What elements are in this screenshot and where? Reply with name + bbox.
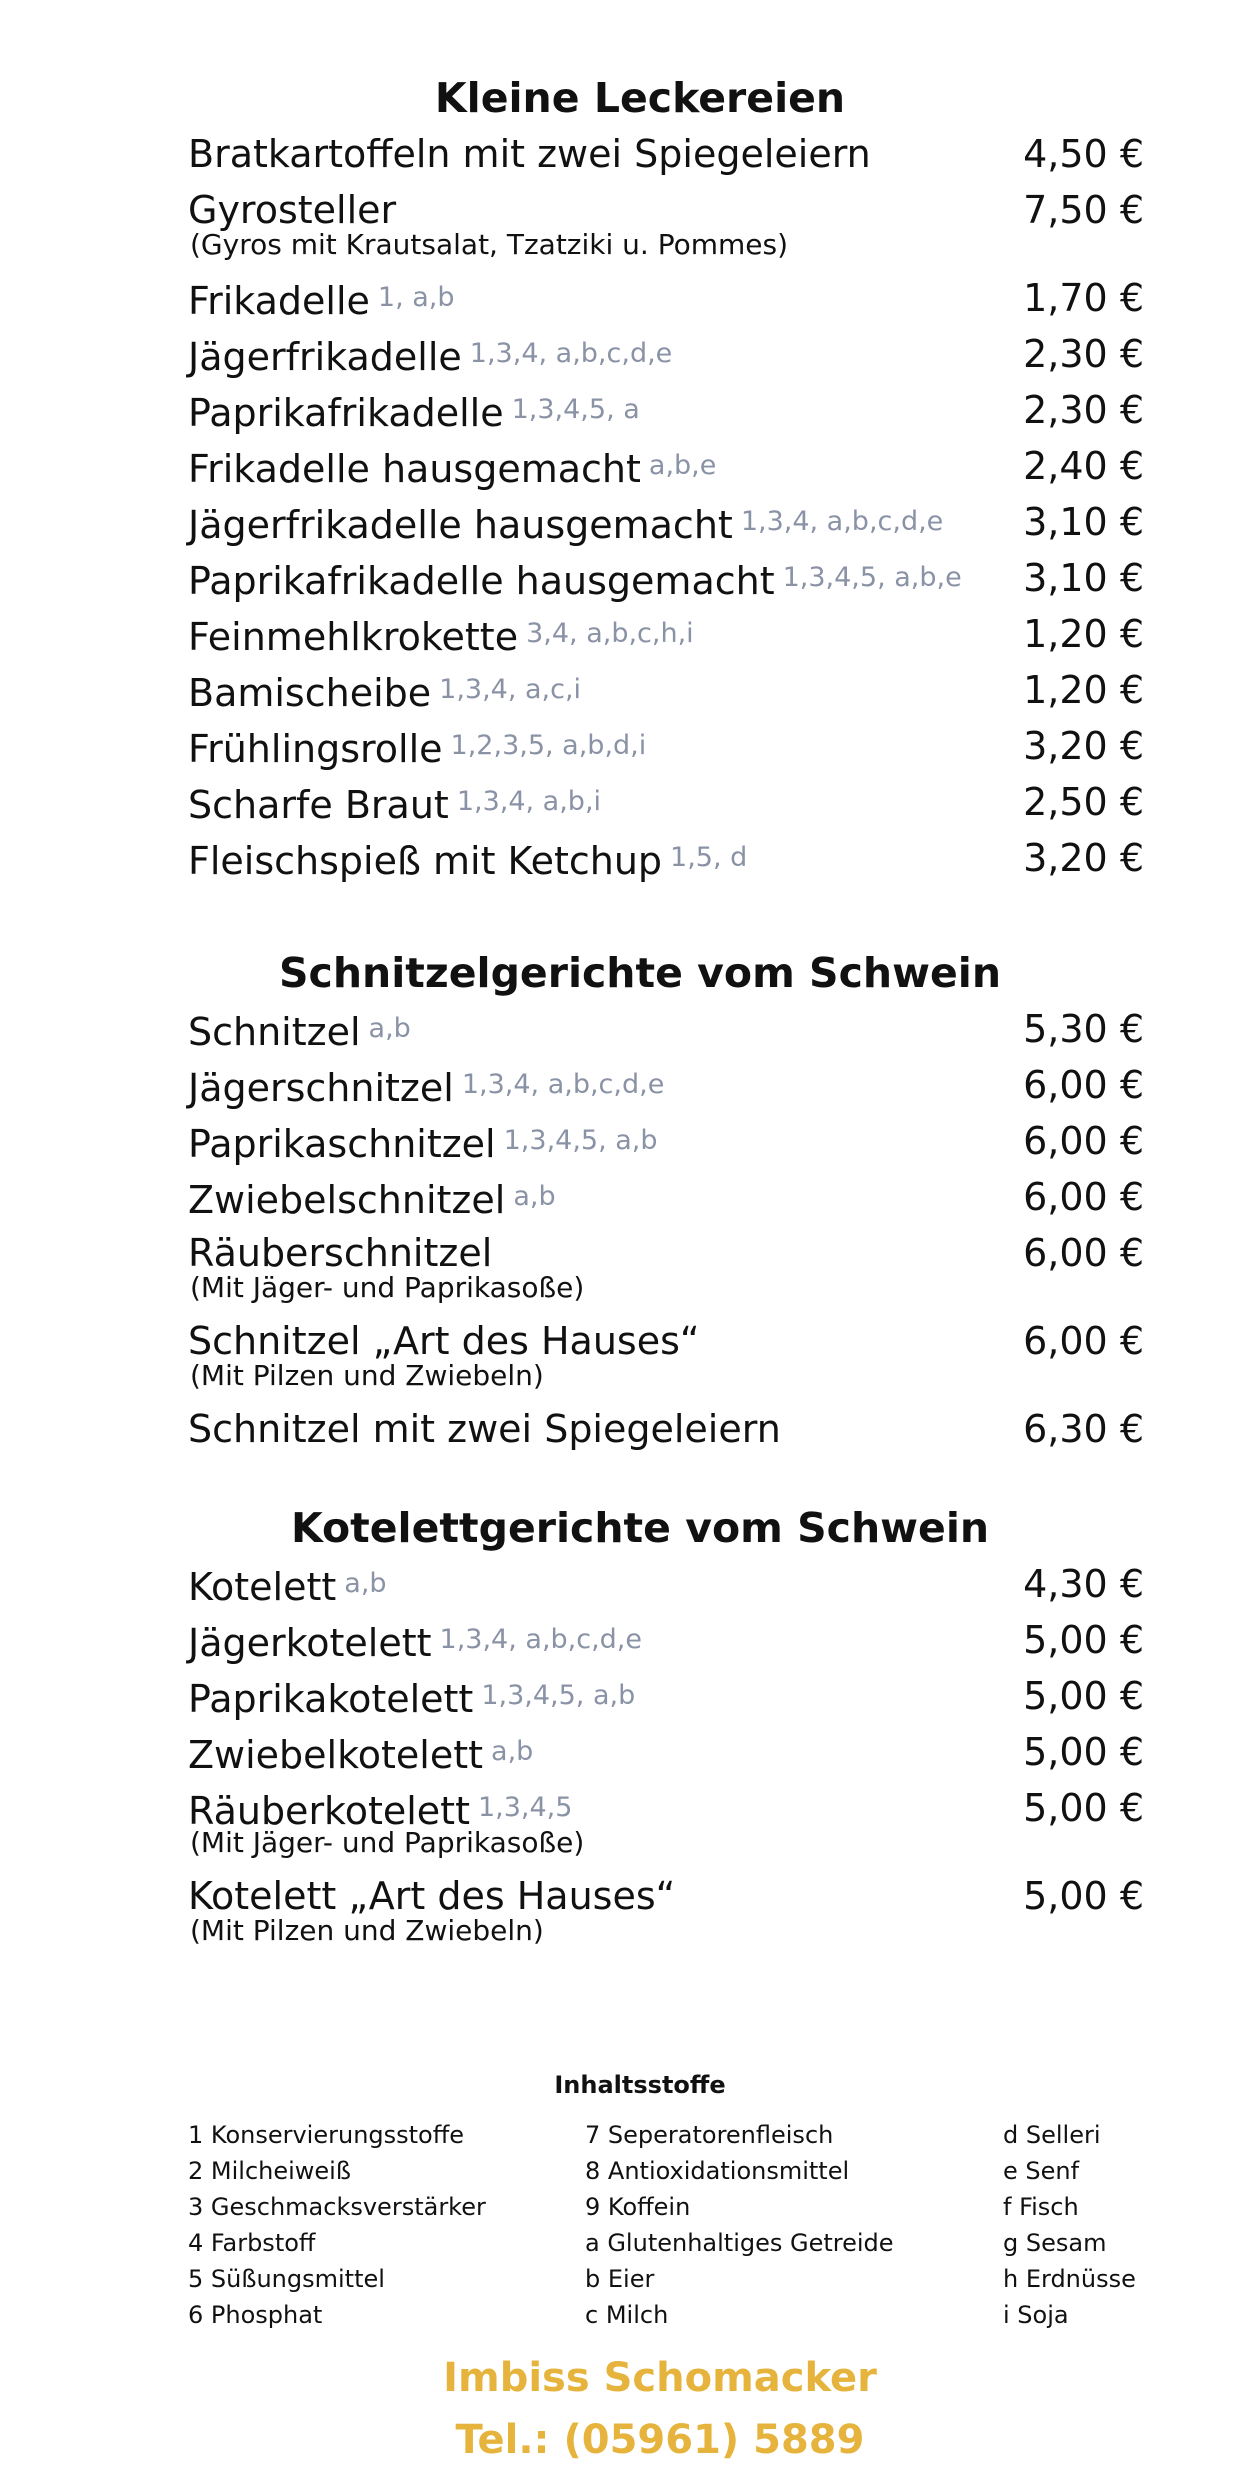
legend-title: Inhaltsstoffe [554,2071,726,2099]
menu-item [0,270,1240,326]
menu-item [0,126,1240,182]
item-allergens: 1,3,4,5, a,b,e [782,562,962,593]
item-price: 5,00 € [1023,1786,1144,1830]
item-name: Räuberschnitzel [188,1231,493,1275]
item-price: 5,30 € [1023,1007,1144,1051]
item-allergens: 1,3,4, a,b,c,d,e [461,1069,665,1100]
menu-item [0,774,1240,830]
item-name: Räuberkotelett [188,1789,470,1833]
section-schnitzelgerichte [0,945,1240,1457]
menu-item [0,662,1240,718]
menu-item [0,1057,1240,1113]
item-name-line [188,494,943,553]
legend-entry: 2 Milcheiweiß [188,2157,351,2185]
item-name: Kotelett „Art des Hauses“ [188,1874,676,1918]
item-name: Paprikafrikadelle [188,391,504,435]
item-name-line [188,1113,658,1172]
item-price: 2,40 € [1023,444,1144,488]
item-allergens: a,b [344,1568,387,1599]
item-price: 3,20 € [1023,836,1144,880]
menu-item [0,1169,1240,1225]
menu-item [0,1612,1240,1668]
legend-entry: h Erdnüsse [1003,2265,1136,2293]
item-name: Kotelett [188,1565,337,1609]
item-allergens: 1,2,3,5, a,b,d,i [450,730,647,761]
item-price: 1,20 € [1023,668,1144,712]
item-name-line [188,774,601,833]
item-description: (Mit Pilzen und Zwiebeln) [190,1914,544,1947]
item-name-line [188,382,640,441]
item-description: (Mit Pilzen und Zwiebeln) [190,1359,544,1392]
legend-entry: i Soja [1003,2301,1069,2329]
legend-entry: 9 Koffein [585,2193,691,2221]
menu-item [0,1668,1240,1724]
item-allergens: 3,4, a,b,c,h,i [526,618,694,649]
item-price: 6,30 € [1023,1407,1144,1451]
item-name: Paprikakotelett [188,1677,474,1721]
item-name: Bratkartoffeln mit zwei Spiegeleiern [188,132,871,176]
item-allergens: a,b [513,1181,556,1212]
item-name-line [188,1001,411,1060]
menu-item [0,438,1240,494]
item-allergens: 1,3,4, a,b,c,d,e [439,1624,643,1655]
section-title: Kotelettgerichte vom Schwein [290,1504,990,1552]
item-name: Frikadelle [188,279,370,323]
item-name: Bamischeibe [188,671,432,715]
item-name-line [188,1612,642,1671]
item-allergens: 1,3,4, a,c,i [439,674,582,705]
menu-item [0,830,1240,886]
item-price: 5,00 € [1023,1730,1144,1774]
item-price: 2,50 € [1023,780,1144,824]
item-name: Zwiebelschnitzel [188,1178,506,1222]
legend-entry: g Sesam [1003,2229,1107,2257]
menu-item [0,1724,1240,1780]
legend-entry: e Senf [1003,2157,1080,2185]
legend-column-2 [585,2117,894,2333]
menu-item [0,1780,1240,1868]
menu-items [0,1556,1240,1956]
item-name: Feinmehlkrokette [188,615,519,659]
legend-entry: 4 Farbstoff [188,2229,316,2257]
item-name: Schnitzel „Art des Hauses“ [188,1319,700,1363]
item-allergens: a,b [491,1736,534,1767]
item-price: 1,70 € [1023,276,1144,320]
section-title: Kleine Leckereien [434,74,846,122]
item-name: Jägerfrikadelle hausgemacht [188,503,733,547]
item-name: Schnitzel mit zwei Spiegeleiern [188,1407,781,1451]
item-name: Scharfe Braut [188,783,449,827]
menu-item [0,718,1240,774]
item-allergens: 1,3,4,5 [477,1792,573,1823]
legend-entry: 1 Konservierungsstoffe [188,2121,465,2149]
legend-entry: c Milch [585,2301,669,2329]
menu-items [0,1001,1240,1457]
item-price: 3,10 € [1023,500,1144,544]
item-name-line [188,830,747,889]
menu-item [0,606,1240,662]
item-name-line [188,438,716,497]
item-allergens: 1,3,4,5, a,b [481,1680,636,1711]
footer-name: Imbiss Schomacker [443,2355,877,2401]
item-name: Zwiebelkotelett [188,1733,484,1777]
legend-entry: f Fisch [1003,2193,1079,2221]
item-name-line [188,550,962,609]
item-name-line [188,718,646,777]
item-price: 4,50 € [1023,132,1144,176]
item-name-line [188,270,455,329]
menu-item [0,1225,1240,1313]
item-name-line [188,326,672,385]
footer-phone: Tel.: (05961) 5889 [455,2417,865,2463]
menu-item [0,1313,1240,1401]
item-allergens: 1,3,4,5, a,b [503,1125,658,1156]
item-allergens: 1, a,b [377,282,455,313]
item-description: (Mit Jäger- und Paprikasoße) [190,1271,585,1304]
menu-item [0,1001,1240,1057]
item-name-line [188,1724,533,1783]
menu-item [0,1868,1240,1956]
menu-item [0,1113,1240,1169]
item-name: Frikadelle hausgemacht [188,447,641,491]
legend-entry: 5 Süßungsmittel [188,2265,385,2293]
menu-item [0,1401,1240,1457]
menu-items [0,126,1240,886]
item-price: 6,00 € [1023,1175,1144,1219]
section-kleine-leckereien [0,70,1240,886]
item-price: 6,00 € [1023,1063,1144,1107]
item-price: 5,00 € [1023,1674,1144,1718]
menu-item [0,550,1240,606]
legend-entry: a Glutenhaltiges Getreide [585,2229,894,2257]
menu-item [0,182,1240,270]
ingredients-legend [0,2065,1240,2329]
item-allergens: a,b [368,1013,411,1044]
menu-item [0,1556,1240,1612]
item-allergens: 1,5, d [670,842,748,873]
item-name: Jägerschnitzel [188,1066,454,1110]
legend-entry: 6 Phosphat [188,2301,323,2329]
item-name: Frühlingsrolle [188,727,443,771]
item-price: 2,30 € [1023,332,1144,376]
item-description: (Gyros mit Krautsalat, Tzatziki u. Pommes) [190,228,789,261]
item-name: Schnitzel [188,1010,361,1054]
item-name-line [188,1401,781,1457]
item-price: 6,00 € [1023,1119,1144,1163]
item-price: 3,20 € [1023,724,1144,768]
item-allergens: 1,3,4, a,b,i [456,786,602,817]
item-price: 6,00 € [1023,1231,1144,1275]
item-name-line [188,126,871,182]
item-allergens: 1,3,4, a,b,c,d,e [740,506,944,537]
item-name-line [188,1556,387,1615]
item-allergens: 1,3,4, a,b,c,d,e [469,338,673,369]
item-name-line [188,1169,556,1228]
legend-entry: 8 Antioxidationsmittel [585,2157,850,2185]
item-price: 5,00 € [1023,1618,1144,1662]
legend-column-1 [188,2117,486,2333]
item-name-line [188,1057,664,1116]
item-name: Paprikafrikadelle hausgemacht [188,559,775,603]
menu-item [0,382,1240,438]
legend-entry: d Selleri [1003,2121,1101,2149]
item-description: (Mit Jäger- und Paprikasoße) [190,1826,585,1859]
item-name: Gyrosteller [188,188,397,232]
item-name-line [188,1668,635,1727]
item-price: 3,10 € [1023,556,1144,600]
legend-entry: 7 Seperatorenfleisch [585,2121,834,2149]
item-name: Fleischspieß mit Ketchup [188,839,663,883]
item-price: 6,00 € [1023,1319,1144,1363]
section-kotelettgerichte [0,1500,1240,1956]
item-price: 4,30 € [1023,1562,1144,1606]
menu-item [0,326,1240,382]
item-name: Paprikaschnitzel [188,1122,496,1166]
item-name-line [188,606,694,665]
legend-entry: 3 Geschmacksverstärker [188,2193,486,2221]
legend-entry: b Eier [585,2265,655,2293]
item-price: 1,20 € [1023,612,1144,656]
item-name: Jägerkotelett [188,1621,432,1665]
item-name: Jägerfrikadelle [188,335,462,379]
section-title: Schnitzelgerichte vom Schwein [278,949,1002,997]
item-name-line [188,662,581,721]
item-allergens: 1,3,4,5, a [511,394,640,425]
legend-column-3 [1003,2117,1136,2333]
item-price: 5,00 € [1023,1874,1144,1918]
menu-item [0,494,1240,550]
item-price: 2,30 € [1023,388,1144,432]
item-allergens: a,b,e [648,450,717,481]
item-price: 7,50 € [1023,188,1144,232]
